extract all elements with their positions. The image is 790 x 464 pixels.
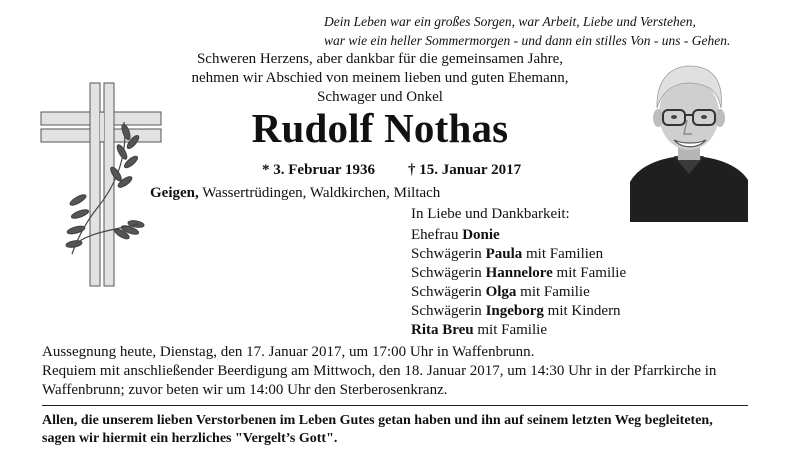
- places-main: Geigen,: [150, 185, 199, 201]
- mourner-suffix: mit Familie: [473, 322, 547, 338]
- cross-with-olive-branch-icon: [38, 82, 164, 288]
- mourner-name: Paula: [485, 246, 523, 262]
- mourner-relation: Schwägerin: [411, 284, 486, 300]
- poem-line-1: Dein Leben war ein großes Sorgen, war Arbeit, Liebe und Verstehen,: [324, 14, 696, 29]
- mourner-relation: Schwägerin: [411, 265, 486, 281]
- service-line-3: Waffenbrunn; zuvor beten wir um 14:00 Uhr den Sterberosenkranz.: [42, 382, 448, 398]
- mourners-heading: In Liebe und Dankbarkeit:: [411, 206, 570, 222]
- places: [150, 185, 440, 202]
- mourner-name: Olga: [485, 284, 517, 300]
- mourner-relation: Ehefrau: [411, 227, 463, 243]
- mourner-row: [411, 265, 626, 282]
- mourner-row: [411, 322, 547, 339]
- mourner-row: [411, 303, 621, 320]
- service-line-2: Requiem mit anschließender Beerdigung am Mittwoch, den 18. Januar 2017, um 14:30 Uhr in der Pfarrkirche in: [42, 363, 717, 379]
- mourner-relation: Schwägerin: [411, 246, 486, 262]
- poem-line-2: war wie ein heller Sommermorgen - und dann ein stilles Von - uns - Gehen.: [324, 33, 731, 48]
- mourner-name: Rita Breu: [411, 322, 474, 338]
- mourner-suffix: mit Familie: [516, 284, 590, 300]
- mourner-suffix: mit Familien: [522, 246, 604, 262]
- mourner-suffix: mit Familie: [552, 265, 627, 281]
- mourner-name: Ingeborg: [485, 303, 544, 319]
- deceased-name: Rudolf Nothas: [251, 105, 509, 151]
- service-line-1: Aussegnung heute, Dienstag, den 17. Januar 2017, um 17:00 Uhr in Waffenbrunn.: [42, 344, 535, 360]
- intro-line-3: Schwager und Onkel: [317, 89, 443, 105]
- death-date: † 15. Januar 2017: [408, 162, 522, 178]
- intro-line-1: Schweren Herzens, aber dankbar für die gemeinsamen Jahre,: [196, 51, 564, 67]
- thanks-line-2: sagen wir hiermit ein herzliches "Vergelt’s Gott".: [42, 431, 338, 446]
- mourner-name: Hannelore: [485, 265, 553, 281]
- places-others: Wassertrüdingen, Waldkirchen, Miltach: [198, 185, 441, 201]
- portrait-photo: [630, 52, 748, 222]
- birth-date: * 3. Februar 1936: [262, 162, 376, 178]
- thanks-line-1: Allen, die unserem lieben Verstorbenen im Leben Gutes getan haben und ihn auf seinem letzten Weg begleiteten,: [42, 413, 713, 428]
- mourner-row: [411, 227, 500, 244]
- mourner-relation: Schwägerin: [411, 303, 486, 319]
- mourner-row: [411, 246, 603, 263]
- divider: [42, 405, 748, 406]
- mourner-name: Donie: [462, 227, 500, 243]
- mourner-suffix: mit Kindern: [543, 303, 621, 319]
- mourner-row: [411, 284, 590, 301]
- intro-line-2: nehmen wir Abschied von meinem lieben und guten Ehemann,: [191, 70, 569, 86]
